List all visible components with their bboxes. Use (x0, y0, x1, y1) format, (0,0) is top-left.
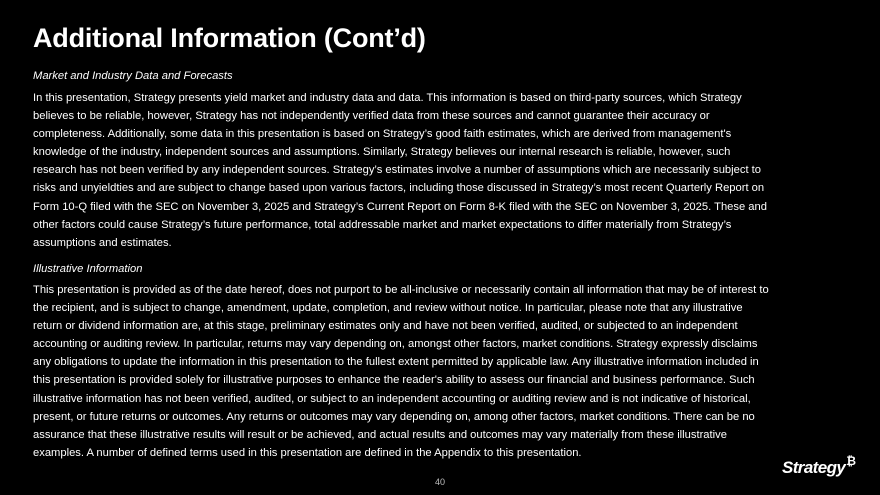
paragraph-line: research has not been verified by any independent sources. Strategy’s estimates involve a number of assumptions which are necessarily subject to (33, 164, 761, 177)
paragraph-illustrative-info (33, 281, 833, 462)
paragraph-line: In this presentation, Strategy presents yield market and industry data and data. This information is based on third-party sources, which Strategy (33, 92, 742, 104)
paragraph-line: knowledge of the industry, independent sources and assumptions. Similarly, Strategy believes our internal research is reliable, however, such (33, 146, 731, 159)
paragraph-line: other factors could cause Strategy’s future performance, total addressable market and market expectations to differ materially from Strategy’s (33, 218, 732, 231)
paragraph-line: examples. A number of defined terms used in this presentation are defined in the Appendix to this presentation. (33, 446, 582, 459)
paragraph-line: assumptions and estimates. (33, 236, 172, 249)
page-title: Additional Information (Cont’d) (33, 23, 426, 53)
page-number: 40 (434, 477, 445, 487)
paragraph-line: illustrative information has not been verified, audited, or subject to an independent accounting or auditing review and is not indicative of historical, (33, 392, 751, 405)
paragraph-line: completeness. Additionally, some data in this presentation is based on Strategy’s good faith estimates, which are derived from management's (33, 128, 732, 141)
paragraph-line: present, or future returns or outcomes. Any returns or outcomes may vary depending on, among other factors, market conditions. There can be no (33, 410, 755, 423)
paragraph-line: risks and unyieldties and are subject to change based upon various factors, including those discussed in Strategy’s most recent Quarterly Report on (33, 182, 765, 195)
paragraph-line: accounting or auditing review. In particular, returns may vary depending on, amongst other factors, market conditions. Strategy expressly disclaims (33, 338, 758, 351)
paragraph-line: Form 10-Q filed with the SEC on November 3, 2025 and Strategy’s Current Report on Form 8-K filed with the SEC on November 3, 2025. These and (33, 200, 767, 213)
paragraph-line: believes to be reliable, however, Strategy has not independently verified data from these sources and cannot guarantee their accuracy or (33, 110, 710, 123)
paragraph-line: the recipient, and is subject to change, amendment, update, completion, and review without notice. In particular, please note that any illustrative (33, 302, 743, 315)
paragraph-line: assurance that these illustrative results will result or be achieved, and actual results and outcomes may vary materially from these illustrative (33, 428, 727, 441)
section-heading-market-data: Market and Industry Data and Forecasts (33, 70, 233, 82)
paragraph-line: return or dividend information are, at this stage, preliminary estimates only and have not been verified, audited, or subjected to an independent (33, 320, 738, 333)
paragraph-line: this presentation is provided solely for illustrative purposes to enhance the reader's ability to assess our financial and business performance. Such (33, 374, 755, 387)
strategy-logo (782, 454, 857, 484)
bitcoin-icon: ₿ (846, 454, 857, 468)
paragraph-line: any obligations to update the information in this presentation to the fullest extent permitted by applicable law. Any illustrative information included in (33, 356, 759, 369)
logo-wordmark: Strategy (782, 458, 846, 477)
paragraph-market-data (33, 89, 833, 252)
section-heading-illustrative-info: Illustrative Information (33, 263, 143, 275)
paragraph-line: This presentation is provided as of the date hereof, does not purport to be all-inclusive or necessarily contain all information that may be of interest to (33, 284, 769, 296)
